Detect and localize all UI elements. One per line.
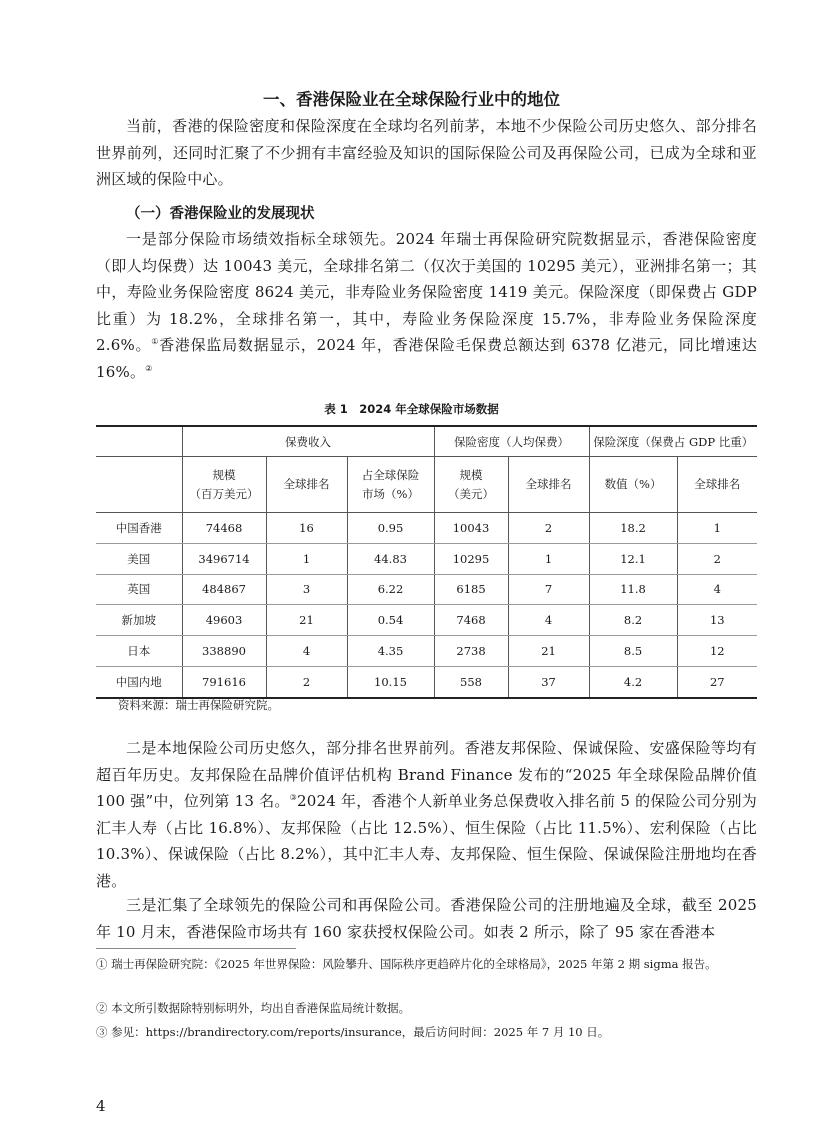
table-cell: 7 <box>508 574 589 605</box>
table-cell: 3 <box>266 574 347 605</box>
row-label: 英国 <box>96 574 182 605</box>
table-cell: 6185 <box>434 574 508 605</box>
paragraph-history-text-a: 二是本地保险公司历史悠久，部分排名世界前列。香港友邦保险、保诚保险、安盛保险等均有超百年历史。友邦保险在品牌价值评估机构 Brand Finance 发布的“2025 年全球保险品牌价值 100 强”中，位列第 13 名。 <box>96 739 757 810</box>
table-cell: 18.2 <box>589 513 677 544</box>
table-cell: 1 <box>266 543 347 574</box>
col-header-depth-value: 数值（%） <box>589 457 677 513</box>
table-cell: 21 <box>508 636 589 667</box>
group-header-depth: 保险深度（保费占 GDP 比重） <box>589 426 757 457</box>
table-cell: 10295 <box>434 543 508 574</box>
table-corner-cell-2 <box>96 457 182 513</box>
table-cell: 4 <box>677 574 757 605</box>
row-label: 日本 <box>96 636 182 667</box>
table-cell: 558 <box>434 666 508 697</box>
paragraph-performance-text-a: 一是部分保险市场绩效指标全球领先。2024 年瑞士再保险研究院数据显示，香港保险密度（即人均保费）达 10043 美元，全球排名第二（仅次于美国的 10295 美元），亚洲排名第一；其中，寿险业务保险密度 8624 美元，非寿险业务保险密度 1419 美元。保险深度（即保费占 GDP 比重）为 18.2%，全球排名第一，其中，寿险业务保险深度 15.7%，非寿险业务保险深度 2.6%。 <box>96 230 757 354</box>
table-cell: 37 <box>508 666 589 697</box>
table-cell: 4.2 <box>589 666 677 697</box>
footnote-ref-2[interactable]: ② <box>145 363 153 373</box>
row-label: 中国香港 <box>96 513 182 544</box>
footnote-2: ② 本文所引数据除特别标明外，均出自香港保监局统计数据。 <box>96 1001 411 1015</box>
row-label: 美国 <box>96 543 182 574</box>
row-label: 中国内地 <box>115 674 162 689</box>
table-cell: 2 <box>266 666 347 697</box>
table-cell: 11.8 <box>589 574 677 605</box>
table-cell: 10.15 <box>347 666 434 697</box>
table-row <box>96 513 757 544</box>
table-cell: 2 <box>677 543 757 574</box>
table-cell: 7468 <box>434 605 508 636</box>
table-cell: 4.35 <box>347 636 434 667</box>
paragraph-intro: 当前，香港的保险密度和保险深度在全球均名列前茅，本地不少保险公司历史悠久、部分排名世界前列，还同时汇聚了不少拥有丰富经验及知识的国际保险公司及再保险公司，已成为全球和亚洲区域的保险中心。 <box>96 117 757 188</box>
insurance-market-table <box>96 425 757 699</box>
table-source-note: 资料来源：瑞士再保险研究院。 <box>118 698 279 712</box>
col-header-depth-rank: 全球排名 <box>677 457 757 513</box>
table-cell: 74468 <box>182 513 266 544</box>
paragraph-performance <box>96 226 757 385</box>
table-cell: 27 <box>677 666 757 697</box>
table-cell: 0.95 <box>347 513 434 544</box>
table-cell: 44.83 <box>347 543 434 574</box>
row-label: 新加坡 <box>96 605 182 636</box>
table-cell: 49603 <box>182 605 266 636</box>
section-title: 一、香港保险业在全球保险行业中的地位 <box>263 90 560 109</box>
table-caption: 表 1 2024 年全球保险市场数据 <box>324 402 499 416</box>
table-cell: 791616 <box>182 666 266 697</box>
paragraph-history <box>96 735 757 894</box>
paragraph-performance-text-b: 香港保监局数据显示，2024 年，香港保险毛保费总额达到 6378 亿港元，同比增速达 16%。 <box>96 336 757 381</box>
table-cell: 1 <box>677 513 757 544</box>
page-number: 4 <box>96 1097 106 1115</box>
table-cell: 8.5 <box>589 636 677 667</box>
subsection-heading: （一）香港保险业的发展现状 <box>126 206 315 222</box>
table-cell: 12.1 <box>589 543 677 574</box>
table-cell: 6.22 <box>347 574 434 605</box>
group-header-density: 保险密度（人均保费） <box>434 426 589 457</box>
table-row <box>96 574 757 605</box>
table-cell: 16 <box>266 513 347 544</box>
col-header-premium-scale: 规模 （百万美元） <box>182 457 266 513</box>
table-corner-cell <box>96 426 182 457</box>
table-cell: 338890 <box>182 636 266 667</box>
paragraph-history-text-b: 2024 年，香港个人新单业务总保费收入排名前 5 的保险公司分别为汇丰人寿（占比 16.8%）、友邦保险（占比 12.5%）、恒生保险（占比 11.5%）、宏利保险（占比 10.3%）、保诚保险（占比 8.2%），其中汇丰人寿、友邦保险、恒生保险、保诚保险注册地均在香港。 <box>96 792 758 890</box>
col-header-density-rank: 全球排名 <box>508 457 589 513</box>
table-cell: 2 <box>508 513 589 544</box>
table-cell: 21 <box>266 605 347 636</box>
col-header-market-share: 占全球保险 市场（%） <box>347 457 434 513</box>
table-cell: 10043 <box>434 513 508 544</box>
footnote-ref-3[interactable]: ③ <box>289 793 298 802</box>
table-row <box>96 666 757 697</box>
paragraph-global-insurers: 三是汇集了全球领先的保险公司和再保险公司。香港保险公司的注册地遍及全球，截至 2025 年 10 月末，香港保险市场共有 160 家获授权保险公司。如表 2 所示，除了 95 家在香港本 <box>96 896 757 941</box>
table-cell: 0.54 <box>347 605 434 636</box>
table-cell: 1 <box>508 543 589 574</box>
footnote-divider <box>96 948 296 949</box>
table-row <box>96 543 757 574</box>
table-cell: 12 <box>677 636 757 667</box>
table-cell: 4 <box>266 636 347 667</box>
col-header-density-scale: 规模 （美元） <box>434 457 508 513</box>
table-row <box>96 636 757 667</box>
table-cell: 8.2 <box>589 605 677 636</box>
col-header-premium-rank: 全球排名 <box>266 457 347 513</box>
table-cell: 484867 <box>182 574 266 605</box>
table-cell: 2738 <box>434 636 508 667</box>
table-cell: 13 <box>677 605 757 636</box>
footnote-1: ① 瑞士再保险研究院：《2025 年世界保险：风险攀升、国际秩序更趋碎片化的全球格局》，2025 年第 2 期 sigma 报告。 <box>96 957 717 971</box>
footnote-3: ③ 参见：https://brandirectory.com/reports/insurance，最后访问时间：2025 年 7 月 10 日。 <box>96 1025 610 1039</box>
group-header-premium: 保费收入 <box>182 426 434 457</box>
table-cell: 3496714 <box>182 543 266 574</box>
footnote-ref-1[interactable]: ① <box>151 337 160 346</box>
table-row <box>96 605 757 636</box>
table-cell: 4 <box>508 605 589 636</box>
